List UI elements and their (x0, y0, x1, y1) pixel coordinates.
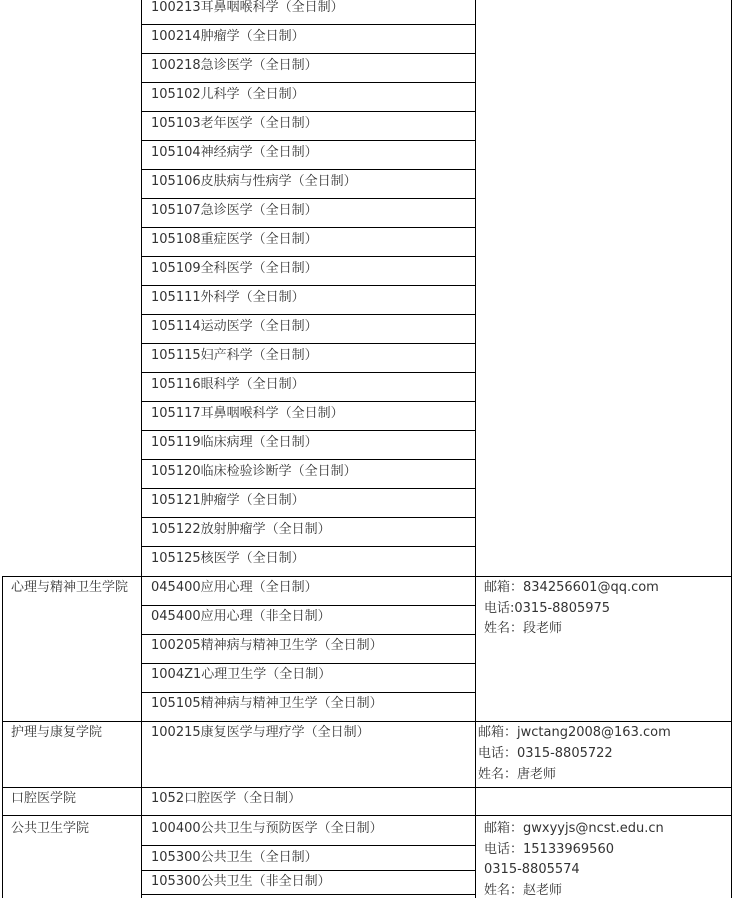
row-divider (141, 663, 476, 664)
major-cell: 100213耳鼻咽喉科学（全日制） (151, 0, 344, 15)
row-divider (141, 372, 476, 373)
row-divider (141, 24, 476, 25)
major-cell: 105125核医学（全日制） (151, 551, 305, 566)
row-divider (141, 285, 476, 286)
table-border-col1 (141, 0, 142, 898)
row-divider (141, 343, 476, 344)
contact-line: 姓名：唐老师 (478, 767, 557, 782)
contact-line: 电话:0315-8805975 (484, 601, 611, 616)
major-cell: 105114运动医学（全日制） (151, 319, 318, 334)
row-divider (141, 82, 476, 83)
school-name: 心理与精神卫生学院 (11, 580, 129, 595)
row-divider (141, 140, 476, 141)
row-divider (141, 634, 476, 635)
major-cell: 105121肿瘤学（全日制） (151, 493, 305, 508)
row-divider (141, 430, 476, 431)
major-cell: 045400应用心理（全日制） (151, 580, 318, 595)
row-divider (141, 459, 476, 460)
major-cell: 105102儿科学（全日制） (151, 87, 305, 102)
major-cell: 105117耳鼻咽喉科学（全日制） (151, 406, 344, 421)
major-cell: 105109全科医学（全日制） (151, 261, 318, 276)
contact-line: 姓名：段老师 (484, 621, 563, 636)
row-divider (141, 256, 476, 257)
row-divider (141, 546, 476, 547)
major-cell: 105120临床检验诊断学（全日制） (151, 464, 357, 479)
major-cell: 1004Z1心理卫生学（全日制） (151, 667, 332, 682)
table-border-col2 (475, 0, 476, 898)
table-border-right (731, 0, 732, 898)
major-cell: 105103老年医学（全日制） (151, 116, 318, 131)
contact-line: 邮箱：jwctang2008@163.com (478, 725, 671, 740)
row-divider (141, 488, 476, 489)
major-cell: 100205精神病与精神卫生学（全日制） (151, 638, 383, 653)
row-divider (141, 401, 476, 402)
row-divider (141, 894, 476, 895)
row-divider (141, 111, 476, 112)
major-cell: 105106皮肤病与性病学（全日制） (151, 174, 357, 189)
major-cell: 105107急诊医学（全日制） (151, 203, 318, 218)
section-divider (2, 576, 732, 577)
contact-line: 邮箱：834256601@qq.com (484, 580, 659, 595)
major-cell: 100400公共卫生与预防医学（全日制） (151, 821, 383, 836)
contact-line: 邮箱：gwxyyjs@ncst.edu.cn (484, 821, 664, 836)
section-divider (2, 721, 732, 722)
major-cell: 105108重症医学（全日制） (151, 232, 318, 247)
row-divider (141, 227, 476, 228)
row-divider (141, 605, 476, 606)
major-cell: 105122放射肿瘤学（全日制） (151, 522, 331, 537)
major-cell: 105119临床病理（全日制） (151, 435, 318, 450)
row-divider (141, 169, 476, 170)
row-divider (141, 870, 476, 871)
row-divider (141, 692, 476, 693)
school-name: 公共卫生学院 (11, 821, 90, 836)
section-divider (2, 815, 732, 816)
major-cell: 100218急诊医学（全日制） (151, 58, 318, 73)
contact-line: 姓名：赵老师 (484, 883, 563, 898)
major-cell: 100215康复医学与理疗学（全日制） (151, 725, 370, 740)
row-divider (141, 198, 476, 199)
row-divider (141, 53, 476, 54)
major-cell: 105300公共卫生（非全日制） (151, 874, 331, 889)
major-cell: 105104神经病学（全日制） (151, 145, 318, 160)
major-cell: 105300公共卫生（全日制） (151, 850, 318, 865)
contact-line: 电话：15133969560 (484, 842, 614, 857)
row-divider (141, 845, 476, 846)
section-divider (2, 787, 732, 788)
major-cell: 105115妇产科学（全日制） (151, 348, 318, 363)
major-cell: 105116眼科学（全日制） (151, 377, 305, 392)
contact-line: 电话：0315-8805722 (478, 746, 613, 761)
major-cell: 105111外科学（全日制） (151, 290, 305, 305)
school-name: 护理与康复学院 (11, 725, 103, 740)
major-cell: 045400应用心理（非全日制） (151, 609, 331, 624)
major-cell: 1052口腔医学（全日制） (151, 791, 302, 806)
school-name: 口腔医学院 (11, 791, 77, 806)
major-cell: 105105精神病与精神卫生学（全日制） (151, 696, 383, 711)
row-divider (141, 517, 476, 518)
row-divider (141, 314, 476, 315)
table-border-left (2, 577, 3, 898)
major-cell: 100214肿瘤学（全日制） (151, 29, 305, 44)
contact-line: 0315-8805574 (484, 862, 580, 877)
